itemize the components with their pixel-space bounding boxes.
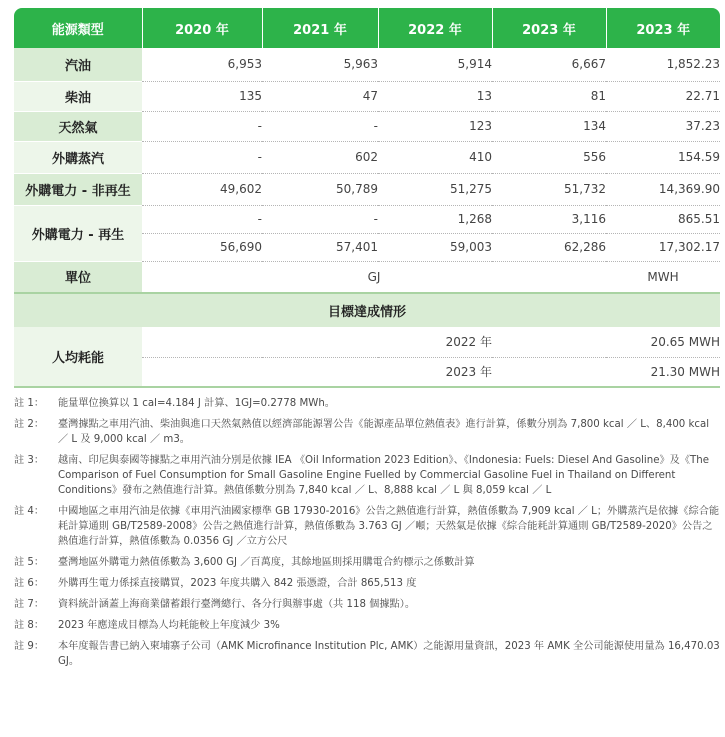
table-cell: 59,003: [378, 233, 492, 261]
table-cell: -: [142, 111, 262, 141]
unit-gj: GJ: [367, 269, 381, 284]
footnote-text: 臺灣地區外購電力熱值係數為 3,600 GJ ／百萬度，其餘地區則採用購電合約標示之係數計算: [58, 557, 475, 568]
table-cell: -: [142, 141, 262, 173]
table-cell: 135: [142, 81, 262, 111]
footnote-label: 註 6：: [14, 578, 45, 589]
footnote-text: 外購再生電力係採直接購買，2023 年度共購入 842 張憑證，合計 865,513 度: [58, 578, 417, 589]
table-header-row: [14, 8, 720, 48]
table-row-purchased-steam: [14, 141, 720, 173]
footnote-text: 越南、印尼與泰國等據點之車用汽油分別是依據 IEA 《Oil Information 2023 Edition》、《Indonesia: Fuels: Diesel And Gasoline》及《The Comparison of Fuel Consumption for Small Gasoline Engine Fuelled by Commercial Gasoline Fuel in Thailand on Different Conditions》發布之熱值進行計算。熱值係數分別為 7,840 kcal ／ L、8,888 kcal ／ L 與 8,059 kcal ／ L: [58, 455, 709, 496]
row-label: 天然氣: [14, 111, 142, 141]
footnote-text: 能量單位換算以 1 cal=4.184 J 計算、1GJ=0.2778 MWh。: [58, 398, 335, 409]
table-cell: 5,914: [378, 48, 492, 81]
table-cell: 5,963: [262, 48, 378, 81]
table-cell: 134: [492, 111, 606, 141]
header-2021: 2021 年: [262, 8, 378, 48]
goal-value: 21.30 MWH: [492, 357, 720, 387]
table-cell: 154.59: [606, 141, 720, 173]
header-2022: 2022 年: [378, 8, 492, 48]
goal-year: 2023 年: [142, 357, 492, 387]
table-cell: 3,116: [492, 205, 606, 233]
row-label: 單位: [14, 261, 142, 293]
footnote-label: 註 4：: [14, 506, 45, 517]
header-2023-gj: 2023 年: [492, 8, 606, 48]
table-cell: 1,852.23: [606, 48, 720, 81]
header-energy-type: 能源類型: [14, 8, 142, 48]
footnote-text: 資料統計涵蓋上海商業儲蓄銀行臺灣總行、各分行與辦事處（共 118 個據點）。: [58, 599, 416, 610]
footnote-label: 註 5：: [14, 557, 45, 568]
table-cell: 6,953: [142, 48, 262, 81]
goal-row-2022: [14, 327, 720, 357]
table-cell: 1,268: [378, 205, 492, 233]
footnote-label: 註 7：: [14, 599, 45, 610]
goal-title: 目標達成情形: [14, 293, 720, 327]
footnote: [14, 639, 720, 669]
footnote-text: 2023 年應達成目標為人均耗能較上年度減少 3%: [58, 620, 280, 631]
table-row-diesel: [14, 81, 720, 111]
table-cell: -: [262, 205, 378, 233]
energy-table: [14, 8, 720, 388]
table-cell: 56,690: [142, 233, 262, 261]
table-cell: 6,667: [492, 48, 606, 81]
footnote-label: 註 8：: [14, 620, 45, 631]
table-cell: -: [262, 111, 378, 141]
table-row-natural-gas: [14, 111, 720, 141]
table-cell: 51,275: [378, 173, 492, 205]
table-cell: 81: [492, 81, 606, 111]
header-2020: 2020 年: [142, 8, 262, 48]
footnote-label: 註 2：: [14, 419, 45, 430]
row-label: 外購蒸汽: [14, 141, 142, 173]
footnote-text: 臺灣據點之車用汽油、柴油與進口天然氣熱值以經濟部能源署公告《能源產品單位熱值表》進行計算，係數分別為 7,800 kcal ／ L、8,400 kcal ／ L 及 9,000 kcal ／ m3。: [58, 419, 710, 445]
table-cell: 62,286: [492, 233, 606, 261]
row-label: 汽油: [14, 48, 142, 81]
table-cell: 556: [492, 141, 606, 173]
table-cell: 49,602: [142, 173, 262, 205]
goal-value: 20.65 MWH: [492, 327, 720, 357]
goal-title-row: [14, 293, 720, 327]
table-cell: 410: [378, 141, 492, 173]
table-row-nonrenewable-electricity: [14, 173, 720, 205]
goal-label: 人均耗能: [14, 327, 142, 387]
footnote: [14, 504, 720, 549]
table-row-gasoline: [14, 48, 720, 81]
footnote-text: 本年度報告書已納入柬埔寨子公司（AMK Microfinance Institution Plc, AMK）之能源用量資訊，2023 年 AMK 全公司能源使用量為 16,470.03 GJ。: [58, 641, 720, 667]
table-cell: 50,789: [262, 173, 378, 205]
table-cell: 22.71: [606, 81, 720, 111]
footnote: [14, 396, 720, 411]
footnote: [14, 417, 720, 447]
table-cell: 602: [262, 141, 378, 173]
row-label: 柴油: [14, 81, 142, 111]
table-cell: 51,732: [492, 173, 606, 205]
footnote-label: 註 9：: [14, 641, 45, 652]
table-cell: 123: [378, 111, 492, 141]
unit-mwh: MWH: [647, 269, 679, 284]
energy-report: [14, 8, 720, 675]
table-row-renewable-electricity: [14, 205, 720, 233]
footnote: [14, 555, 720, 570]
footnote-label: 註 3：: [14, 455, 45, 466]
footnote-text: 中國地區之車用汽油是依據《車用汽油國家標準 GB 17930-2016》公告之熱值進行計算，熱值係數為 7,909 kcal ／ L；外購蒸汽是依據《綜合能耗計算通則 GB/T2589-2008》公告之熱值進行計算，熱值係數為 3.763 GJ ／噸；天然氣是依據《綜合能耗計算通則 GB/T2589-2020》公告之熱值進行計算，熱值係數為 0.0356 GJ ／立方公尺: [58, 506, 720, 547]
footnote: [14, 576, 720, 591]
goal-year: 2022 年: [142, 327, 492, 357]
footnote: [14, 597, 720, 612]
header-2023-mwh: 2023 年: [606, 8, 720, 48]
table-cell: -: [142, 205, 262, 233]
table-row-unit: [14, 261, 720, 293]
footnotes: [14, 396, 720, 669]
table-cell: 47: [262, 81, 378, 111]
row-label: 外購電力 - 非再生: [14, 173, 142, 205]
table-cell: 37.23: [606, 111, 720, 141]
row-label: 外購電力 - 再生: [14, 205, 142, 261]
table-cell: 14,369.90: [606, 173, 720, 205]
footnote: [14, 453, 720, 498]
table-cell: 57,401: [262, 233, 378, 261]
footnote: [14, 618, 720, 633]
table-cell: 865.51: [606, 205, 720, 233]
footnote-label: 註 1：: [14, 398, 45, 409]
table-cell: 13: [378, 81, 492, 111]
table-cell: 17,302.17: [606, 233, 720, 261]
